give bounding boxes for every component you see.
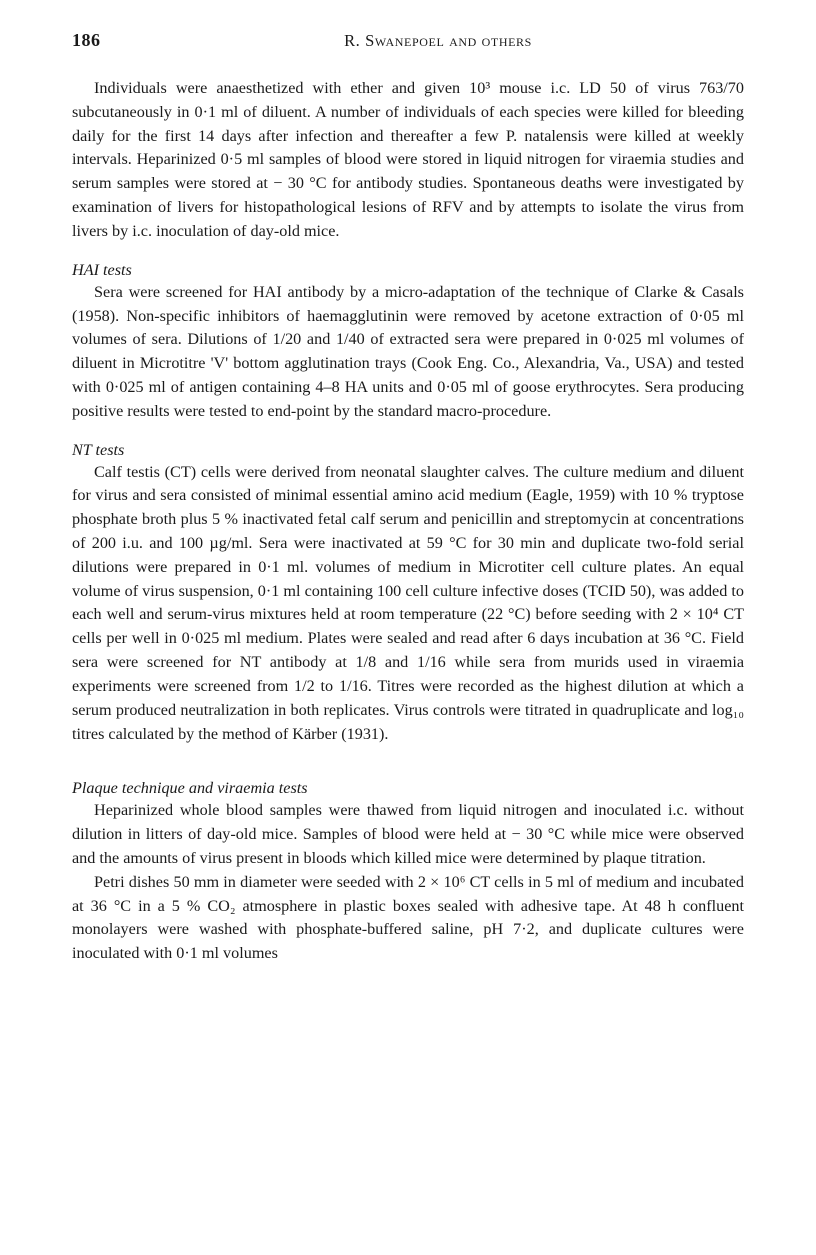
intro-paragraph: Individuals were anaesthetized with ether and given 10³ mouse i.c. LD 50 of virus 763/70 subcutaneously in 0·1 ml of diluent. A number of individuals of each species were killed for bleeding daily for the first 14 days after infection and thereafter a few P. natalensis were killed at weekly intervals. Heparinized 0·5 ml samples of blood were stored in liquid nitrogen for viraemia studies and serum samples were stored at − 30 °C for antibody studies. Spontaneous deaths were investigated by examination of livers for histopathological lesions of RFV and by attempts to isolate the virus from livers by i.c. inoculation of day-old mice. <box>72 79 744 240</box>
section-heading-nt: NT tests <box>72 440 125 459</box>
section-paragraph-nt: Calf testis (CT) cells were derived from neonatal slaughter calves. The culture medium and diluent for virus and sera consisted of minimal essential amino acid medium (Eagle, 1959) with 10 % tryptose phosphate broth plus 5 % inactivated fetal calf serum and penicillin and streptomycin at concentrations of 200 i.u. and 100 µg/ml. Sera were inactivated at 59 °C for 30 min and duplicate two-fold serial dilutions were prepared in 0·1 ml. volumes of medium in Microtiter cell culture plates. An equal volume of virus suspension, 0·1 ml containing 100 cell culture infective doses (TCID 50), was added to each well and serum-virus mixtures held at room temperature (22 °C) before seeding with 2 × 10⁴ CT cells per well in 0·025 ml medium. Plates were sealed and read after 6 days incubation at 36 °C. Field sera were screened for NT antibody at 1/8 and 1/16 while sera from murids used in viraemia experiments were screened from 1/2 to 1/16. Titres were recorded as the highest dilution at which a serum produced neutralization in both replicates. Virus controls were titrated in quadruplicate and log₁₀ titres calculated by the method of Kärber (1931). <box>72 462 744 743</box>
running-head-tail: and others <box>449 31 532 50</box>
section-paragraph-hai: Sera were screened for HAI antibody by a micro-adaptation of the technique of Clarke & Casals (1958). Non-specific inhibitors of haemagglutinin were removed by acetone extraction of 0·05 ml volumes of sera. Dilutions of 1/20 and 1/40 of extracted sera were prepared in 0·025 ml volumes of diluent in Microtitre 'V' bottom agglutination trays (Cook Eng. Co., Alexandria, Va., USA) and tested with 0·025 ml of antigen containing 4–8 HA units and 0·05 ml of goose erythrocytes. Sera producing positive results were tested to end-point by the standard macro-procedure. <box>72 282 744 420</box>
section-paragraph-plaque-1: Heparinized whole blood samples were thawed from liquid nitrogen and inoculated i.c. without dilution in litters of day-old mice. Samples of blood were held at − 30 °C while mice were observed and the amounts of virus present in bloods which killed mice were determined by plaque titration. <box>72 801 744 867</box>
section-spacer <box>72 746 744 762</box>
section-heading-plaque: Plaque technique and viraemia tests <box>72 779 308 798</box>
section-paragraph-plaque-2: Petri dishes 50 mm in diameter were seeded with 2 × 10⁶ CT cells in 5 ml of medium and incubated at 36 °C in a 5 % CO₂ atmosphere in plastic boxes sealed with adhesive tape. At 48 h confluent monolayers were washed with phosphate-buffered saline, pH 7·2, and duplicate cultures were inoculated with 0·1 ml volumes <box>72 872 744 963</box>
running-head <box>132 31 744 51</box>
section-heading-hai: HAI tests <box>72 260 132 279</box>
page-header <box>72 30 744 51</box>
running-head-author: R. Swanepoel <box>344 31 445 50</box>
page-number: 186 <box>72 30 101 50</box>
page-content <box>72 30 744 966</box>
